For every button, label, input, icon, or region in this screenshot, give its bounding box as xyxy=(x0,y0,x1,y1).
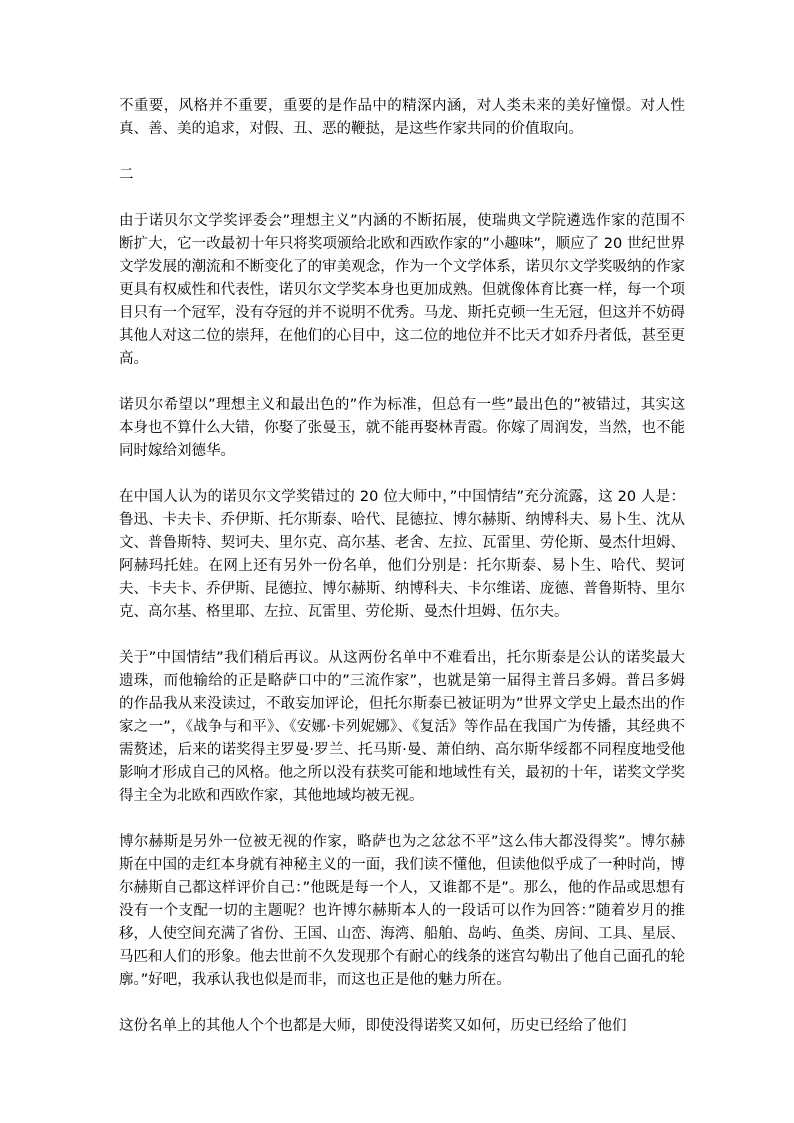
paragraph-tolstoy: 关于”中国情结”我们稍后再议。从这两份名单中不难看出，托尔斯泰是公认的诺奖最大遗珠，而他输给的正是略萨口中的”三流作家”，也就是第一届得主普吕多姆。普吕多姆的作品我从来没读过，不敢妄加评论，但托尔斯泰已被证明为”世界文学史上最杰出的作家之一”，《战争与和平》、《安娜·卡列妮娜》、《复活》等作品在我国广为传播，其经典不需赘述，后来的诺奖得主罗曼·罗兰、托马斯·曼、萧伯纳、高尔斯华绥都不同程度地受他影响才形成自己的风格。他之所以没有获奖可能和地域性有关，最初的十年，诺奖文学奖得主全为北欧和西欧作家，其他地域均被无视。 xyxy=(119,650,685,804)
paragraph-intro-continuation: 不重要，风格并不重要，重要的是作品中的精深内涵，对人类未来的美好憧憬。对人性真、善、美的追求，对假、丑、恶的鞭挞，是这些作家共同的价值取向。 xyxy=(119,98,685,137)
document-page xyxy=(119,95,685,1061)
section-number: 二 xyxy=(119,167,134,183)
paragraph-twenty-masters: 在中国人认为的诺贝尔文学奖错过的 20 位大师中，”中国情结”充分流露，这 20 人是：鲁迅、卡夫卡、乔伊斯、托尔斯泰、哈代、昆德拉、博尔赫斯、纳博科夫、易卜生、沈从文、普鲁斯特、契诃夫、里尔克、高尔基、老舍、左拉、瓦雷里、劳伦斯、曼杰什坦姆、阿赫玛托娃。在网上还有另外一份名单，他们分别是：托尔斯泰、易卜生、哈代、契诃夫、卡夫卡、乔伊斯、昆德拉、博尔赫斯、纳博科夫、卡尔维诺、庞德、普鲁斯特、里尔克、高尔基、格里耶、左拉、瓦雷里、劳伦斯、曼杰什坦姆、伍尔夫。 xyxy=(119,489,685,620)
paragraph-best-missed: 诺贝尔希望以”理想主义和最出色的”作为标准，但总有一些”最出色的”被错过，其实这本身也不算什么大错，你娶了张曼玉，就不能再娶林青霞。你嫁了周润发，当然，也不能同时嫁给刘德华。 xyxy=(119,397,685,459)
paragraph-others: 这份名单上的其他人个个也都是大师，即使没得诺奖又如何，历史已经给了他们 xyxy=(119,1018,627,1034)
paragraph-nobel-idealism: 由于诺贝尔文学奖评委会”理想主义”内涵的不断拓展，使瑞典文学院遴选作家的范围不断扩大，它一改最初十年只将奖项颁给北欧和西欧作家的”小趣味”，顺应了 20 世纪世界文学发展的潮流和不断变化了的审美观念，作为一个文学体系，诺贝尔文学奖吸纳的作家更具有权威性和代表性，诺贝尔文学奖本身也更加成熟。但就像体育比赛一样，每一个项目只有一个冠军，没有夺冠的并不说明不优秀。马龙、斯托克顿一生无冠，但这并不妨碍其他人对这二位的崇拜，在他们的心目中，这二位的地位并不比天才如乔丹者低，甚至更高。 xyxy=(119,213,685,367)
paragraph-borges: 博尔赫斯是另外一位被无视的作家，略萨也为之忿忿不平”这么伟大都没得奖”。博尔赫斯在中国的走红本身就有神秘主义的一面，我们读不懂他，但读他似乎成了一种时尚，博尔赫斯自己都这样评价自己：”他既是每一个人，又谁都不是”。那么，他的作品或思想有没有一个支配一切的主题呢？也许博尔赫斯本人的一段话可以作为回答：”随着岁月的推移，人使空间充满了省份、王国、山峦、海湾、船舶、岛屿、鱼类、房间、工具、星辰、马匹和人们的形象。他去世前不久发现那个有耐心的线条的迷宫勾勒出了他自己面孔的轮廓。”好吧，我承认我也似是而非，而这也正是他的魅力所在。 xyxy=(119,834,685,988)
